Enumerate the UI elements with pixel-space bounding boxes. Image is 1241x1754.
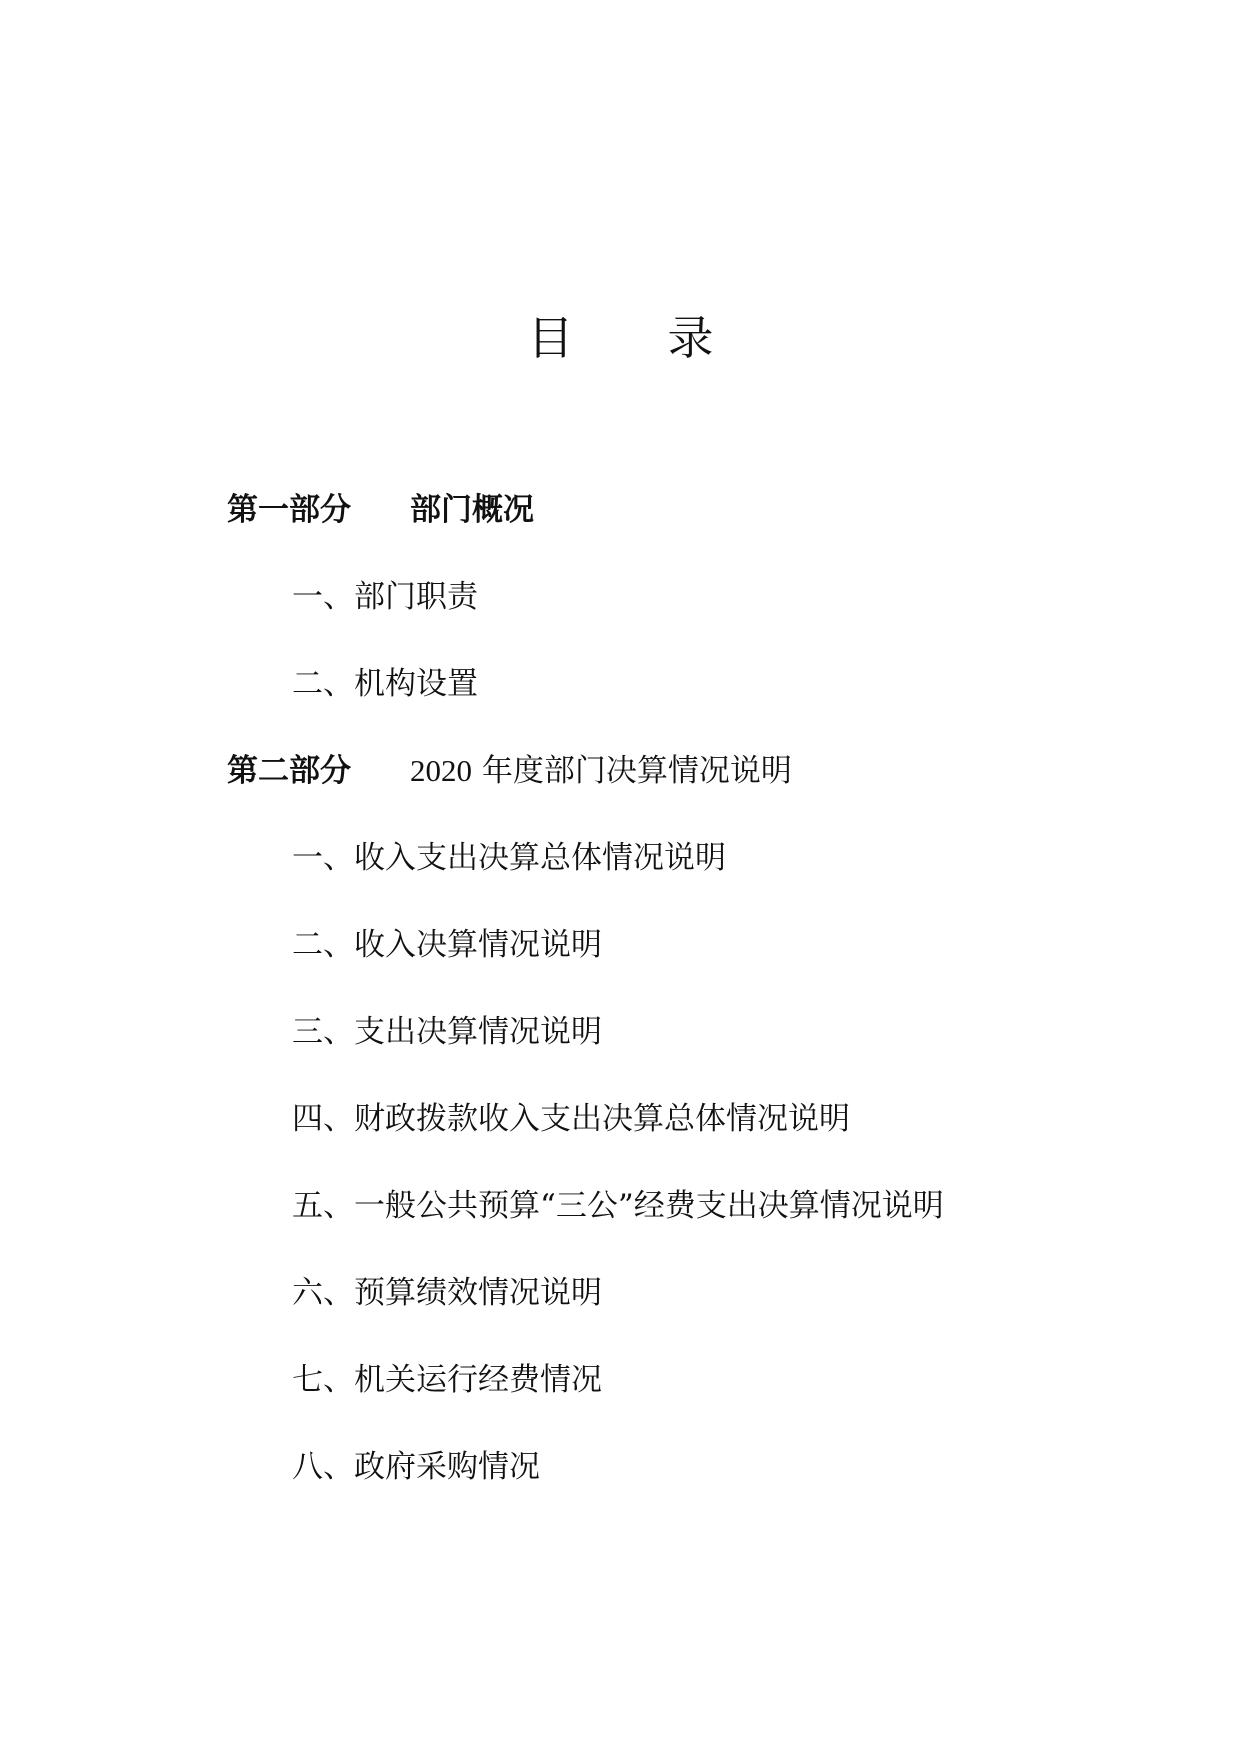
toc-part-1 (227, 490, 534, 530)
title-char: 目 (527, 311, 574, 365)
toc-item: 一、部门职责 (292, 579, 478, 615)
toc-item: 二、收入决算情况说明 (292, 927, 602, 963)
toc-item: 一、收入支出决算总体情况说明 (292, 840, 726, 876)
page-title (0, 308, 1241, 368)
toc-item: 八、政府采购情况 (292, 1449, 540, 1485)
toc-item: 六、预算绩效情况说明 (292, 1275, 602, 1311)
title-char: 录 (667, 311, 714, 365)
part-number: 第二部分 (227, 753, 351, 789)
part-name (410, 753, 792, 789)
toc-item: 四、财政拨款收入支出决算总体情况说明 (292, 1101, 850, 1137)
part-name: 部门概况 (410, 492, 534, 528)
toc-item: 七、机关运行经费情况 (292, 1362, 602, 1398)
toc-item: 五、一般公共预算“三公”经费支出决算情况说明 (292, 1188, 944, 1224)
toc-part-2 (227, 751, 792, 791)
toc-item: 二、机构设置 (292, 666, 478, 702)
toc-item: 三、支出决算情况说明 (292, 1014, 602, 1050)
part-name-suffix: 年度部门决算情况说明 (481, 753, 792, 789)
part-year: 2020 (410, 753, 472, 788)
part-number: 第一部分 (227, 492, 351, 528)
